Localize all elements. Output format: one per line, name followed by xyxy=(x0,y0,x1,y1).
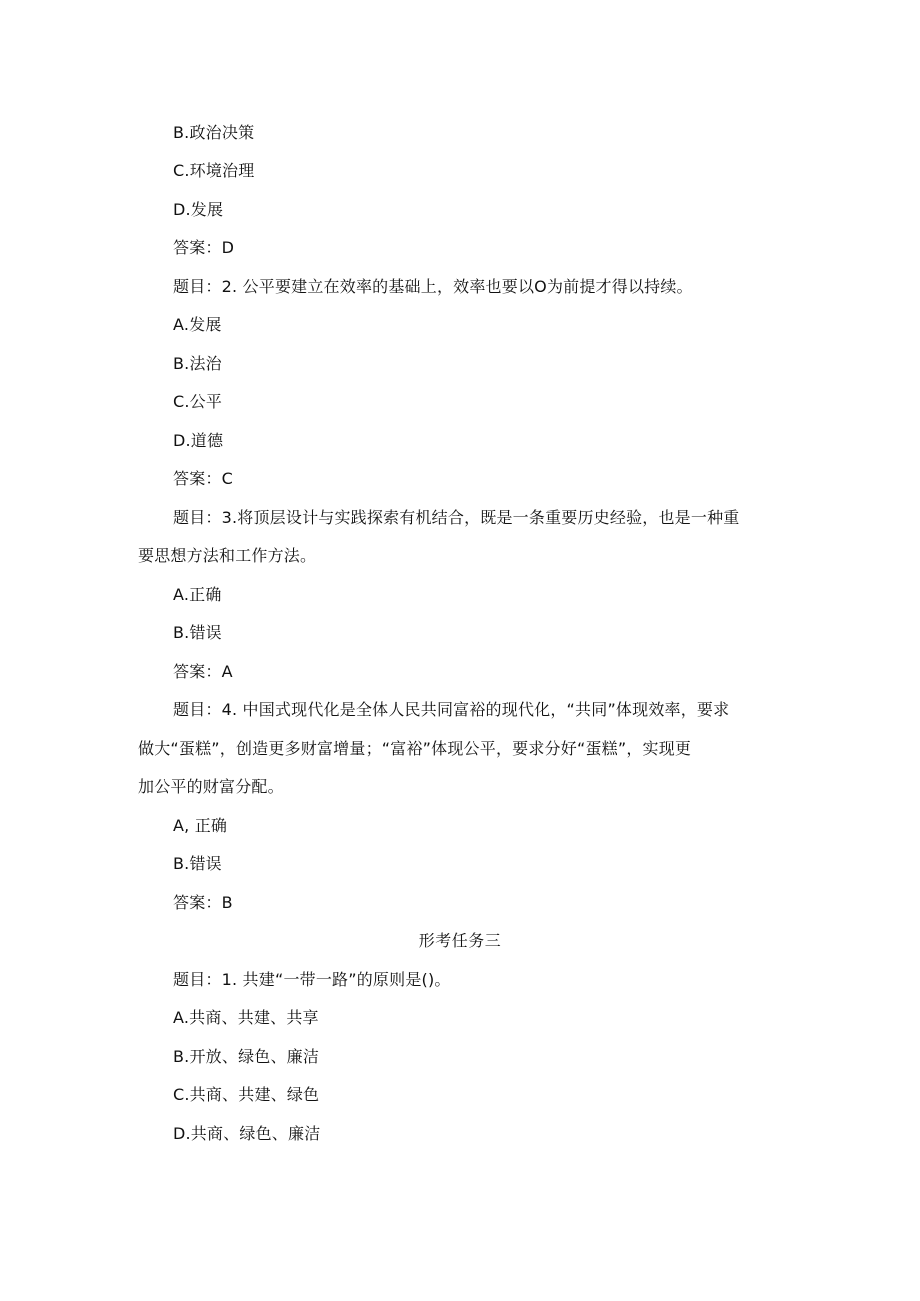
question-4-line-2: 做大“蛋糕”，创造更多财富增量；“富裕”体现公平，要求分好“蛋糕”，实现更 xyxy=(138,739,692,758)
q2-answer: 答案：C xyxy=(173,469,233,488)
question-4-line-1: 题目：4. 中国式现代化是全体人民共同富裕的现代化，“共同”体现效率，要求 xyxy=(173,700,730,719)
q3-answer: 答案：A xyxy=(173,662,233,681)
q3-option-b: B.错误 xyxy=(173,623,222,642)
question-3-line-2: 要思想方法和工作方法。 xyxy=(138,546,317,565)
question-3-line-1: 题目：3.将顶层设计与实践探索有机结合，既是一条重要历史经验，也是一种重 xyxy=(173,508,740,527)
question-4-line-3: 加公平的财富分配。 xyxy=(138,777,284,796)
q4-option-b: B.错误 xyxy=(173,854,222,873)
s3-question-1: 题目：1. 共建“一带一路”的原则是()。 xyxy=(173,970,451,989)
s3-q1-option-a: A.共商、共建、共享 xyxy=(173,1008,319,1027)
q4-option-a: A, 正确 xyxy=(173,816,228,835)
q3-option-a: A.正确 xyxy=(173,585,222,604)
q2-option-c: C.公平 xyxy=(173,392,223,411)
option-d: D.发展 xyxy=(173,200,224,219)
option-b: B.政治决策 xyxy=(173,123,255,142)
q4-answer: 答案：B xyxy=(173,893,233,912)
s3-q1-option-c: C.共商、共建、绿色 xyxy=(173,1085,320,1104)
q2-option-d: D.道德 xyxy=(173,431,224,450)
answer: 答案：D xyxy=(173,238,235,257)
option-c: C.环境治理 xyxy=(173,161,255,180)
q2-option-b: B.法治 xyxy=(173,354,222,373)
q2-option-a: A.发展 xyxy=(173,315,222,334)
s3-q1-option-b: B.开放、绿色、廉洁 xyxy=(173,1047,320,1066)
section-title: 形考任务三 xyxy=(418,931,502,950)
s3-q1-option-d: D.共商、绿色、廉洁 xyxy=(173,1124,321,1143)
question-2: 题目：2. 公平要建立在效率的基础上，效率也要以O为前提才得以持续。 xyxy=(173,277,693,296)
